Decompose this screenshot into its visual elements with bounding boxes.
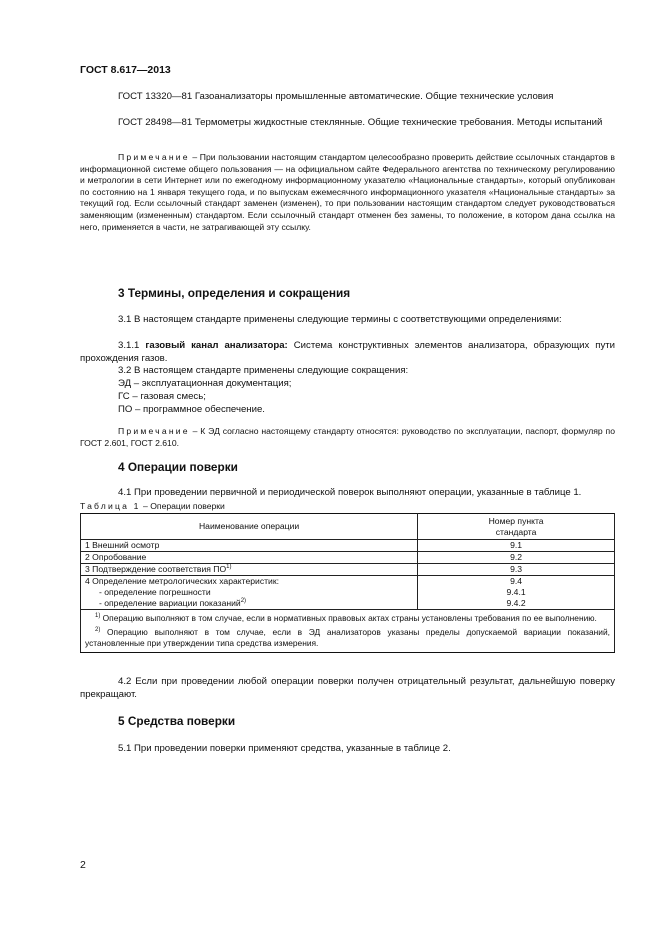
table-footnotes-row (81, 610, 615, 653)
footnote-ref: 1) (226, 564, 232, 570)
section-3-heading: 3 Термины, определения и сокращения (118, 286, 351, 300)
table-row (81, 552, 615, 564)
header-clause-number: Номер пункта стандарта (418, 514, 615, 540)
operation-name: 2 Опробование (81, 552, 418, 564)
document-header: ГОСТ 8.617—2013 (80, 64, 171, 76)
footnote-text: Операцию выполняют в том случае, если в нормативных правовых актах страны установлены требования по ее выполнению. (100, 613, 597, 623)
note-text: – К ЭД согласно настоящему стандарту относятся: руководство по эксплуатации, паспорт, формуляр по ГОСТ 2.601, ГОСТ 2.610. (80, 426, 615, 448)
clause-number: 9.2 (418, 552, 615, 564)
operation-name (81, 564, 418, 576)
table-row (81, 576, 615, 610)
section-4-heading: 4 Операции поверки (118, 460, 238, 474)
footnote-text: Операцию выполняют в том случае, если в ЭД анализаторов указаны пределы допускаемой вариации показаний, установленные при утверждении типа средства измерения. (85, 627, 610, 648)
paragraph-3-1: 3.1 В настоящем стандарте применены следующие термины с соответствующими определениями: (118, 314, 562, 325)
note-referenced-standards (80, 152, 615, 233)
operation-name (81, 576, 418, 610)
footnote-mark: 2) (95, 627, 101, 633)
footnote-2 (85, 627, 610, 649)
table-1-operations (80, 513, 615, 653)
table-footnotes (81, 610, 615, 653)
clause-number: 9.1 (418, 540, 615, 552)
clause-number-text: 9.4.1 (506, 587, 526, 597)
section-5-heading: 5 Средства поверки (118, 714, 236, 728)
clause-number: 9.3 (418, 564, 615, 576)
table-row (81, 564, 615, 576)
table-caption-text: – Операции поверки (140, 501, 225, 511)
sub-operation-name (85, 598, 413, 609)
paragraph-5-1: 5.1 При проведении поверки применяют средства, указанные в таблице 2. (118, 743, 451, 754)
term-gas-channel: газовый канал анализатора: (145, 340, 288, 351)
table-row (81, 540, 615, 552)
sub-operation-text: - определение вариации показаний (99, 598, 241, 608)
paragraph-4-1: 4.1 При проведении первичной и периодической поверок выполняют операции, указанные в таблице 1. (118, 487, 582, 498)
table-caption-label: Таблица 1 (80, 501, 141, 511)
term-definition: Система конструктивных элементов анализатора, образующих пути прохождения газов. (80, 340, 616, 365)
paragraph-3-1-1 (80, 339, 615, 365)
note-text: – При пользовании настоящим стандартом целесообразно проверить действие ссылочных стандартов в информационной системе общего пользования — на официальном сайте Федерального агентства по техническому регулированию и метрологии в сети Интернет или по ежегодному информационному указателю «Национальные стандарты», который опубликован по состоянию на 1 января текущего года, и по выпускам ежемесячного информационного указателя «Национальные стандарты» за текущий год. Если ссылочный стандарт заменен (изменен), то при пользовании настоящим стандартом следует руководствоваться заменяющим (измененным) стандартом. Если ссылочный стандарт отменен без замены, то положение, в котором дана ссылка на него, применяется в части, не затрагивающей эту ссылку. (80, 152, 615, 232)
note-label: Примечание (118, 426, 190, 436)
note-label: Примечание (118, 152, 190, 162)
abbreviation-po: ПО – программное обеспечение. (118, 404, 265, 415)
paragraph-number: 3.1.1 (118, 340, 146, 351)
abbreviation-ed: ЭД – эксплуатационная документация; (118, 378, 292, 389)
reference-gost-13320: ГОСТ 13320—81 Газоанализаторы промышленные автоматические. Общие технические условия (118, 91, 554, 102)
abbreviation-gs: ГС – газовая смесь; (118, 391, 206, 402)
operation-name-text: 3 Подтверждение соответствия ПО (85, 564, 227, 574)
page-number: 2 (80, 859, 86, 871)
sub-operation-name: - определение погрешности (99, 587, 211, 597)
operation-name-text: 4 Определение метрологических характеристик: (85, 576, 279, 586)
footnote-mark: 1) (95, 613, 101, 619)
footnote-ref: 2) (240, 598, 247, 604)
reference-gost-28498: ГОСТ 28498—81 Термометры жидкостные стеклянные. Общие технические требования. Методы испытаний (118, 117, 603, 128)
table-header-row (81, 514, 615, 540)
paragraph-3-2: 3.2 В настоящем стандарте применены следующие сокращения: (118, 365, 409, 376)
footnote-1 (85, 613, 610, 624)
clause-number-text: 9.4.2 (506, 598, 526, 608)
table-1-caption (80, 501, 225, 511)
operation-name: 1 Внешний осмотр (81, 540, 418, 552)
header-operation-name: Наименование операции (81, 514, 418, 540)
clause-number (418, 576, 615, 610)
note-documentation (80, 426, 615, 449)
clause-number-text: 9.4 (510, 576, 523, 586)
paragraph-4-2: 4.2 Если при проведении любой операции поверки получен отрицательный результат, дальнейшую поверку прекращают. (80, 676, 615, 701)
